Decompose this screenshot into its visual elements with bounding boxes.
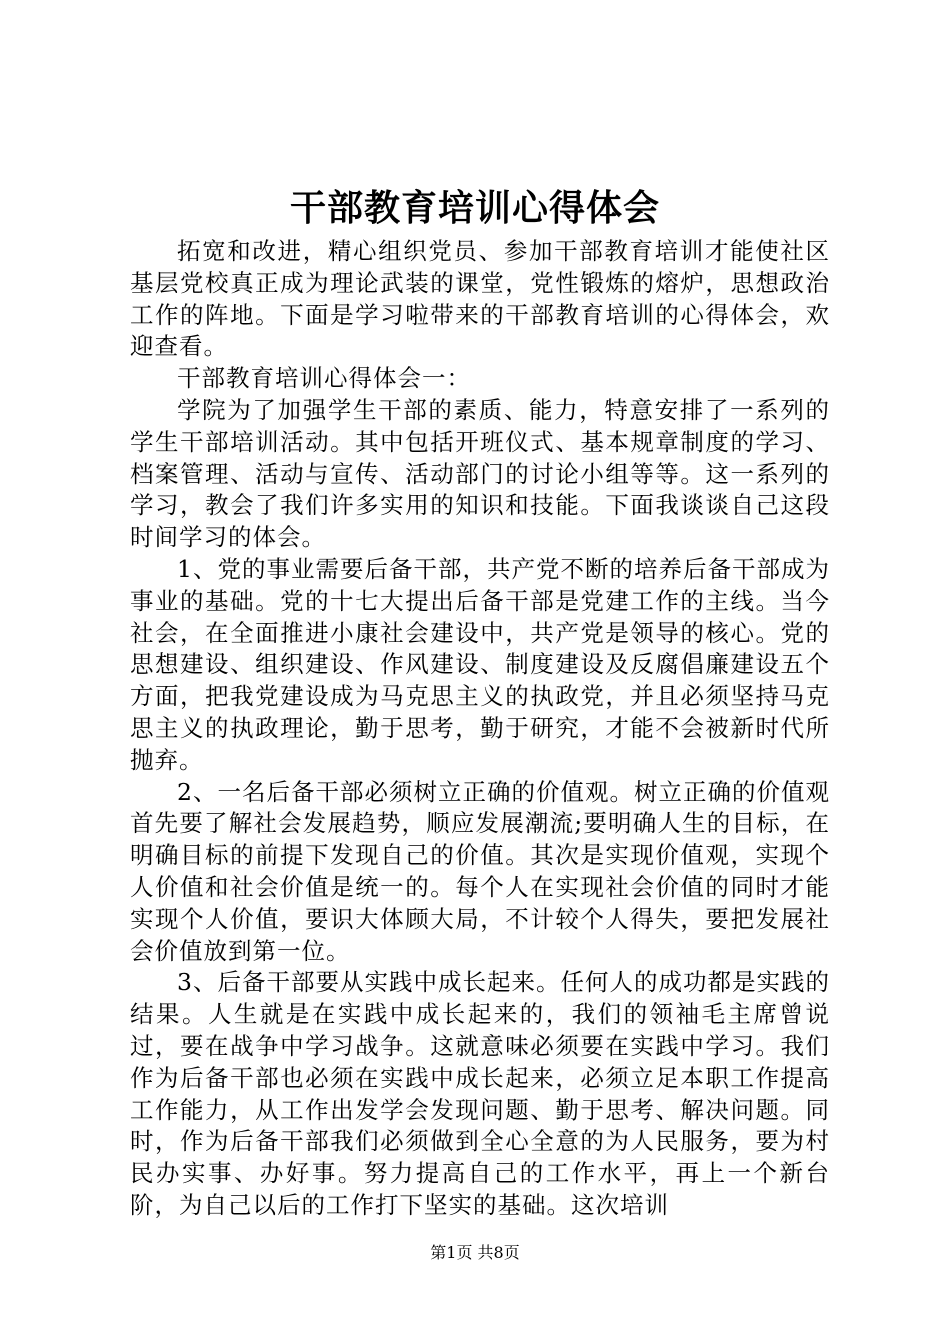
document-body	[130, 236, 830, 1222]
intro-paragraph: 拓宽和改进，精心组织党员、参加干部教育培训才能使社区基层党校真正成为理论武装的课堂，党性锻炼的熔炉，思想政治工作的阵地。下面是学习啦带来的干部教育培训的心得体会，欢迎查看。	[130, 237, 830, 361]
document-title: 干部教育培训心得体会	[289, 187, 660, 229]
body-paragraph: 学院为了加强学生干部的素质、能力，特意安排了一系列的学生干部培训活动。其中包括开班仪式、基本规章制度的学习、档案管理、活动与宣传、活动部门的讨论小组等等。这一系列的学习，教会了我们许多实用的知识和技能。下面我谈谈自己这段时间学习的体会。	[130, 395, 830, 552]
body-paragraph: 2、一名后备干部必须树立正确的价值观。树立正确的价值观首先要了解社会发展趋势，顺应发展潮流;要明确人生的目标，在明确目标的前提下发现自己的价值。其次是实现价值观，实现个人价值和社会价值是统一的。每个人在实现社会价值的同时才能实现个人价值，要识大体顾大局，不计较个人得失，要把发展社会价值放到第一位。	[130, 777, 830, 965]
section-heading: 干部教育培训心得体会一：	[177, 364, 471, 393]
body-paragraph: 3、后备干部要从实践中成长起来。任何人的成功都是实践的结果。人生就是在实践中成长起来的，我们的领袖毛主席曾说过，要在战争中学习战争。这就意味必须要在实践中学习。我们作为后备干部也必须在实践中成长起来，必须立足本职工作提高工作能力，从工作出发学会发现问题、勤于思考、解决问题。同时，作为后备干部我们必须做到全心全意的为人民服务，要为村民办实事、办好事。努力提高自己的工作水平，再上一个新台阶，为自己以后的工作打下坚实的基础。这次培训	[130, 968, 830, 1219]
body-paragraph: 1、党的事业需要后备干部，共产党不断的培养后备干部成为事业的基础。党的十七大提出后备干部是党建工作的主线。当今社会，在全面推进小康社会建设中，共产党是领导的核心。党的思想建设、组织建设、作风建设、制度建设及反腐倡廉建设五个方面，把我党建设成为马克思主义的执政党，并且必须坚持马克思主义的执政理论，勤于思考，勤于研究，才能不会被新时代所抛弃。	[130, 554, 830, 774]
page-footer: 第1页 共8页	[430, 1243, 520, 1262]
